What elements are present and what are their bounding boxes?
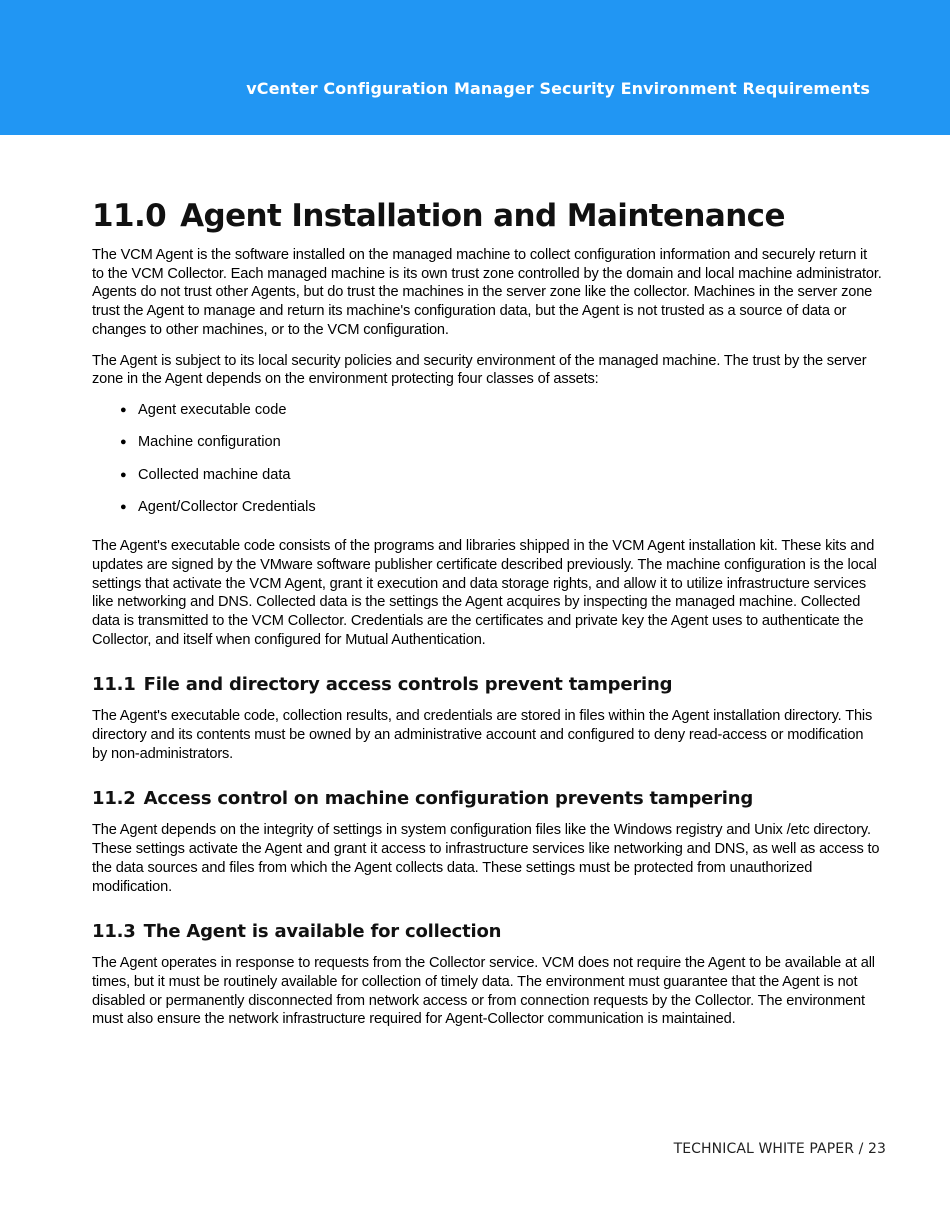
- bullet-icon: ●: [120, 501, 127, 514]
- list-item-text: Machine configuration: [138, 434, 281, 451]
- bullet-icon: ●: [120, 403, 127, 416]
- subsection-paragraph: The Agent depends on the integrity of settings in system configuration files like the Windows registry and Unix /etc directory. These settings activate the Agent and grant it access to infrastructure services like networking and DNS, as well as access to the data sources and files from which the Agent collects data. These settings must be protected from unauthorized modification.: [92, 822, 880, 895]
- page-footer: TECHNICAL WHITE PAPER / 23: [673, 1141, 886, 1157]
- subsection-paragraph: The Agent's executable code, collection results, and credentials are stored in files within the Agent installation directory. This directory and its contents must be owned by an administrative account and configured to deny read-access or modification by non-administrators.: [92, 708, 873, 762]
- section-number: 11.0: [92, 198, 167, 234]
- bullet-icon: ●: [120, 468, 127, 481]
- subsection-number: 11.1: [92, 674, 136, 696]
- assets-paragraph: The Agent is subject to its local security policies and security environment of the managed machine. The trust by the server zone in the Agent depends on the environment protecting four classes of assets:: [92, 352, 867, 388]
- subsection-number: 11.2: [92, 788, 136, 810]
- header-band: [0, 0, 950, 135]
- page-content: [92, 196, 882, 1041]
- list-item-text: Agent/Collector Credentials: [138, 499, 316, 516]
- section-title: Agent Installation and Maintenance: [180, 198, 785, 234]
- subsection-title: File and directory access controls prevent tampering: [143, 674, 673, 696]
- document-title: vCenter Configuration Manager Security Environment Requirements: [246, 79, 870, 98]
- intro-paragraph: The VCM Agent is the software installed on the managed machine to collect configuration information and securely return it to the VCM Collector. Each managed machine is its own trust zone controlled by the domain and local machine administrator. Agents do not trust other Agents, but do trust the machines in the server zone like the collector. Machines in the server zone trust the Agent to manage and return its machine's configuration data, but the Agent is not trusted as a source of data or changes to other machines, or to the VCM configuration.: [92, 247, 882, 338]
- list-item: [120, 466, 882, 485]
- section-heading: [92, 196, 882, 236]
- list-item: [120, 433, 882, 452]
- subsection-heading: [92, 920, 882, 944]
- list-item: [120, 498, 882, 517]
- subsection-heading: [92, 787, 882, 811]
- list-item-text: Collected machine data: [138, 466, 291, 483]
- subsection-heading: [92, 673, 882, 697]
- bullet-icon: ●: [120, 436, 127, 449]
- list-item-text: Agent executable code: [138, 401, 287, 418]
- list-item: [120, 401, 882, 420]
- subsection-title: Access control on machine configuration prevents tampering: [143, 788, 754, 810]
- subsection-paragraph: The Agent operates in response to requests from the Collector service. VCM does not require the Agent to be available at all times, but it must be routinely available for collection of timely data. The environment must guarantee that the Agent is not disabled or permanently disconnected from network access or from connection requests by the Collector. The environment must also ensure the network infrastructure required for Agent-Collector communication is maintained.: [92, 955, 875, 1028]
- subsection-number: 11.3: [92, 921, 136, 943]
- subsection-title: The Agent is available for collection: [143, 921, 502, 943]
- asset-description-paragraph: The Agent's executable code consists of the programs and libraries shipped in the VCM Agent installation kit. These kits and updates are signed by the VMware software publisher certificate described previously. The machine configuration is the local settings that activate the VCM Agent, grant it execution and data storage rights, and allow it to utilize infrastructure services like networking and DNS. Collected data is the settings the Agent acquires by inspecting the managed machine. Collected data is transmitted to the VCM Collector. Credentials are the certificates and private key the Agent uses to authenticate the Collector, and itself when configured for Mutual Authentication.: [92, 538, 877, 648]
- asset-list: [92, 401, 882, 517]
